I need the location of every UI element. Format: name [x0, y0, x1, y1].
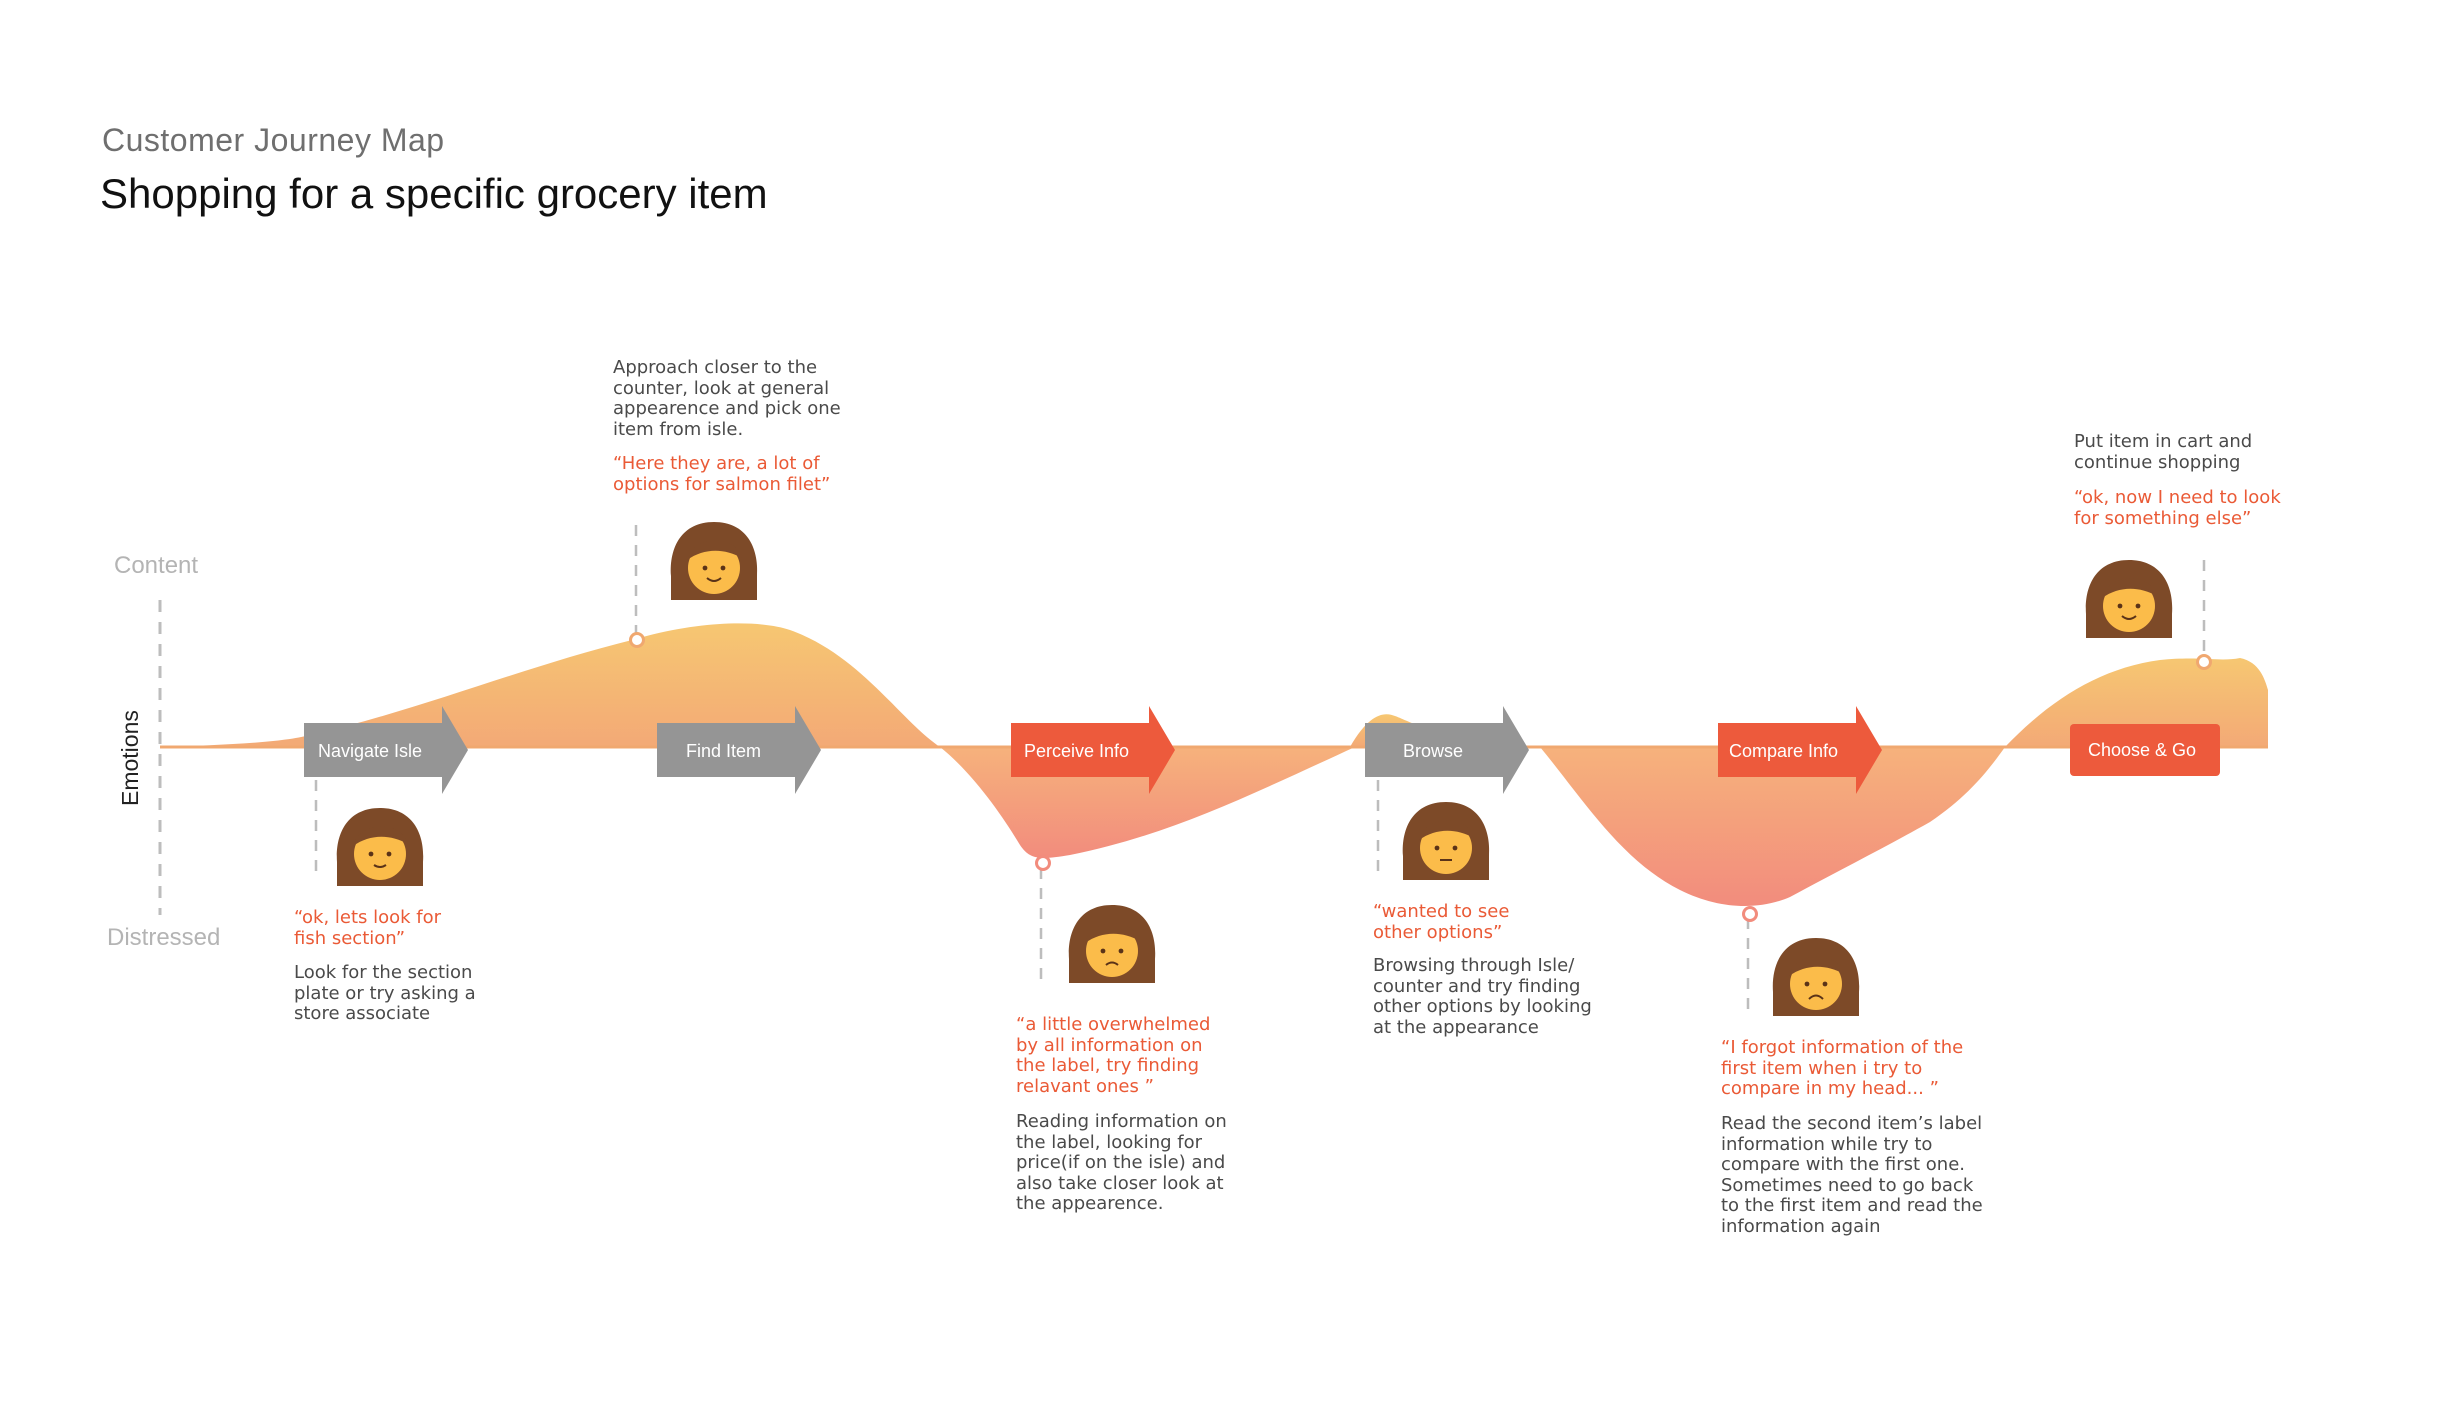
curve-marker-compare: [1744, 908, 1757, 921]
stage-label-perceive: Perceive Info: [1024, 741, 1130, 761]
axis-label-emotions: Emotions: [117, 710, 143, 806]
stage-label-find: Find Item: [686, 741, 762, 761]
note-navigate: Look for the section plate or try asking a store associate: [294, 962, 476, 1024]
quote-choose: “ok, now I need to look for something else”: [2074, 487, 2281, 529]
stage-label-navigate: Navigate Isle: [318, 741, 423, 761]
avatar-face-icon: [337, 808, 423, 886]
stage-label-choose: Choose & Go: [2088, 740, 2197, 760]
avatar-face-icon: [1773, 938, 1859, 1016]
curve-marker-perceive: [1037, 857, 1050, 870]
note-choose: Put item in cart and continue shopping: [2074, 431, 2253, 473]
avatar-face-icon: [671, 522, 757, 600]
stage-label-compare: Compare Info: [1729, 741, 1839, 761]
note-find: Approach closer to the counter, look at general appearence and pick one item from isle.: [613, 357, 841, 440]
quote-find: “Here they are, a lot of options for salmon filet”: [613, 453, 831, 495]
map-subtitle: Customer Journey Map: [102, 122, 445, 158]
quote-perceive: “a little overwhelmed by all information on the label, try finding relavant ones ”: [1016, 1014, 1211, 1097]
quote-compare: “I forgot information of the first item when i try to compare in my head... ”: [1721, 1037, 1964, 1099]
avatar-face-icon: [2086, 560, 2172, 638]
emotion-curve-positive: [160, 623, 940, 747]
note-compare: Read the second item’s label information while try to compare with the first one. Sometimes need to go back to the first item and read the information again: [1721, 1113, 1983, 1237]
quote-navigate: “ok, lets look for fish section”: [294, 907, 442, 949]
page-title: Shopping for a specific grocery item: [100, 170, 768, 217]
avatar-face-icon: [1403, 802, 1489, 880]
note-browse: Browsing through Isle/ counter and try finding other options by looking at the appearance: [1373, 955, 1592, 1038]
quote-browse: “wanted to see other options”: [1373, 901, 1510, 943]
avatar-face-icon: [1069, 905, 1155, 983]
axis-label-distressed: Distressed: [107, 924, 221, 951]
curve-marker-find: [631, 634, 644, 647]
stage-choose-go: [2070, 724, 2220, 776]
curve-marker-choose: [2198, 656, 2211, 669]
stage-label-browse: Browse: [1403, 741, 1464, 761]
note-perceive: Reading information on the label, looking for price(if on the isle) and also take closer look at the appearence.: [1016, 1111, 1227, 1214]
axis-label-content: Content: [114, 552, 199, 579]
